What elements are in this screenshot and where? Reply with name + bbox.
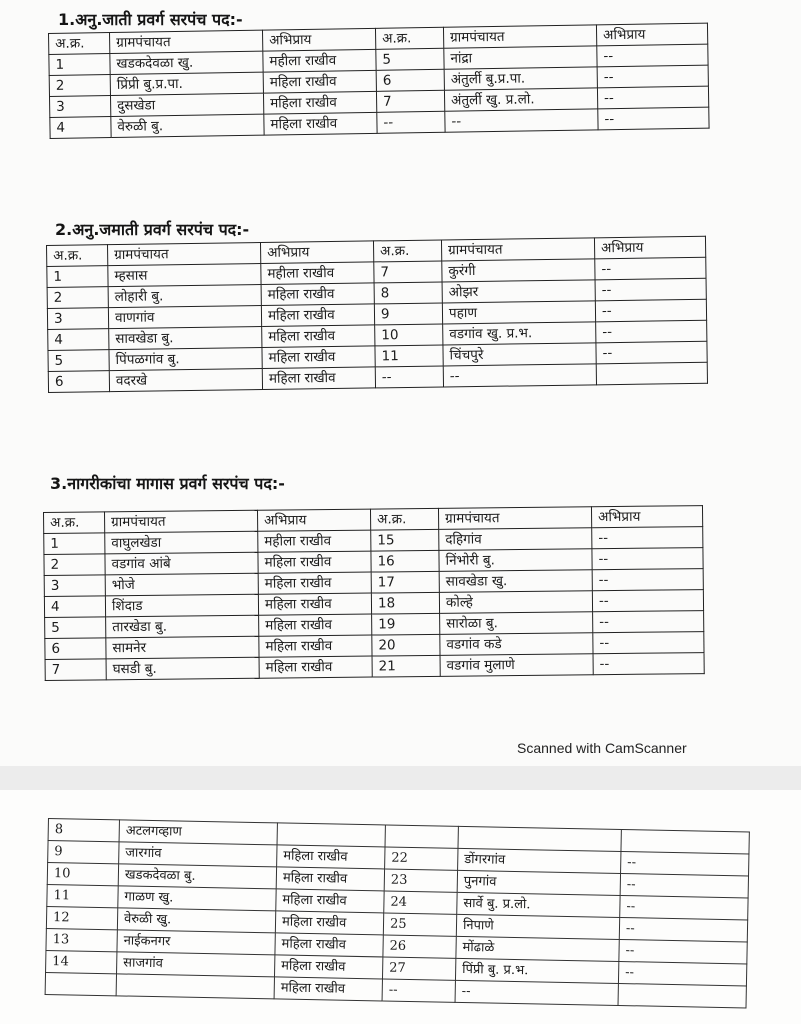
cell: -- xyxy=(596,341,707,364)
cell: जारगांव xyxy=(119,842,277,867)
cell: महिला राखीव xyxy=(261,283,374,306)
cell: गाळण खु. xyxy=(118,886,276,911)
cell: 5 xyxy=(376,48,444,70)
cell: 25 xyxy=(383,913,456,936)
cell: घसडी बु. xyxy=(106,657,259,680)
header-cell: अभिप्राय xyxy=(594,236,705,259)
cell: सामनेर xyxy=(106,636,259,659)
cell: दहिगांव xyxy=(439,528,592,551)
header-cell: अभिप्राय xyxy=(257,509,370,531)
cell: म्हसास xyxy=(108,264,261,287)
cell: पिंपळगांव बु. xyxy=(109,347,262,370)
header-cell: ग्रामपंचायत xyxy=(105,510,258,533)
cell: नाईकनगर xyxy=(117,930,275,955)
cell: -- xyxy=(592,569,703,591)
cell: 14 xyxy=(46,950,117,973)
section-3-table xyxy=(43,505,705,681)
cell: वाणगांव xyxy=(108,305,261,328)
cell: 19 xyxy=(372,613,440,635)
cell: 7 xyxy=(374,261,442,283)
cell: निपाणे xyxy=(456,914,619,939)
cell: महिला राखीव xyxy=(261,304,374,327)
cell: कुरंगी xyxy=(442,259,595,282)
cell: -- xyxy=(621,852,749,876)
cell: -- xyxy=(593,611,704,633)
cell: -- xyxy=(620,874,748,898)
cell: 17 xyxy=(371,571,439,593)
cell: नांद्रा xyxy=(444,46,597,69)
cell: दुसखेडा xyxy=(110,93,263,116)
header-cell: अ.क्र. xyxy=(370,508,438,530)
cell: वदरखे xyxy=(109,368,262,391)
cell: 22 xyxy=(385,847,458,870)
header-cell: अभिप्राय xyxy=(262,28,375,51)
cell: महिला राखीव xyxy=(274,955,382,979)
cell: वडगांव आंबे xyxy=(105,552,258,575)
cell: -- xyxy=(619,917,747,941)
cell: अटलगव्हाण xyxy=(119,820,277,845)
cell: डोंगरगांव xyxy=(458,848,621,873)
cell: -- xyxy=(597,86,708,109)
cell: 1 xyxy=(44,533,105,555)
cell: 8 xyxy=(374,282,442,304)
cell: 26 xyxy=(383,935,456,958)
cell: 1 xyxy=(49,54,110,76)
cell: 24 xyxy=(384,891,457,914)
cell: 11 xyxy=(375,345,443,367)
cell: -- xyxy=(618,961,746,985)
cell: 3 xyxy=(47,308,108,330)
cell: -- xyxy=(620,895,748,919)
cell: वडगांव कडे xyxy=(440,633,593,656)
cell: महिला राखीव xyxy=(277,845,385,869)
cell: महिला राखीव xyxy=(275,911,383,935)
cell: सावखेडा खु. xyxy=(439,570,592,593)
header-cell: ग्रामपंचायत xyxy=(110,30,263,53)
header-cell: अ.क्र. xyxy=(375,27,443,49)
cell: -- xyxy=(597,44,708,67)
cell: अंतुर्ली बु.प्र.पा. xyxy=(444,67,597,90)
cell xyxy=(621,830,749,854)
cell: 18 xyxy=(371,592,439,614)
cell: वाघुलखेडा xyxy=(105,531,258,554)
header-cell: ग्रामपंचायत xyxy=(441,238,594,261)
cell: 16 xyxy=(371,550,439,572)
cell: महीला राखीव xyxy=(263,49,376,72)
header-cell: अ.क्र. xyxy=(47,245,108,267)
cell: 2 xyxy=(49,75,110,97)
section-1-table xyxy=(48,23,710,139)
scanned-page-2 xyxy=(0,790,801,1024)
camscanner-watermark: Scanned with CamScanner xyxy=(517,740,687,756)
cell: 15 xyxy=(371,529,439,551)
section-2-heading: 2.अनु.जमाती प्रवर्ग सरपंच पद:- xyxy=(55,220,250,239)
section-3-table-continued xyxy=(45,818,750,1008)
cell: -- xyxy=(597,65,708,88)
cell: -- xyxy=(596,320,707,343)
cell: कोल्हे xyxy=(439,591,592,614)
cell: प्रिंप्री बु.प्र.पा. xyxy=(110,72,263,95)
cell: 12 xyxy=(46,906,117,929)
cell: वडगांव खु. प्र.भ. xyxy=(443,322,596,345)
cell: -- xyxy=(595,299,706,322)
cell: महीला राखीव xyxy=(261,262,374,285)
header-cell: अ.क्र. xyxy=(44,512,105,534)
cell: साजगांव xyxy=(117,952,275,977)
cell: महिला राखीव xyxy=(263,91,376,114)
cell xyxy=(385,825,458,848)
cell: -- xyxy=(382,979,455,1002)
cell: मोंढाळे xyxy=(456,936,619,961)
section-1-heading: 1.अनु.जाती प्रवर्ग सरपंच पद:- xyxy=(58,10,243,29)
cell: ओझर xyxy=(442,280,595,303)
cell: 4 xyxy=(48,329,109,351)
cell: 4 xyxy=(44,596,105,618)
cell: चिंचपुरे xyxy=(443,343,596,366)
cell: 8 xyxy=(48,819,119,842)
cell: खडकदेवळा बु. xyxy=(118,864,276,889)
cell: 21 xyxy=(372,655,440,677)
cell: वेरुळी खु. xyxy=(117,908,275,933)
cell: महिला राखीव xyxy=(259,614,372,636)
header-cell: ग्रामपंचायत xyxy=(443,25,596,48)
cell: पुनगांव xyxy=(457,870,620,895)
header-cell: अ.क्र. xyxy=(373,240,441,262)
cell: -- xyxy=(455,980,618,1005)
cell: सावखेडा बु. xyxy=(109,326,262,349)
cell: सार्वे बु. प्र.लो. xyxy=(457,892,620,917)
cell: 13 xyxy=(46,928,117,951)
cell: निंभोरी बु. xyxy=(439,549,592,572)
cell: महिला राखीव xyxy=(275,933,383,957)
cell: 9 xyxy=(48,841,119,864)
cell: -- xyxy=(595,257,706,280)
cell: 2 xyxy=(44,554,105,576)
cell: -- xyxy=(592,590,703,612)
cell: -- xyxy=(445,109,598,132)
cell: 9 xyxy=(374,303,442,325)
cell: 7 xyxy=(45,659,106,681)
cell: महिला राखीव xyxy=(263,70,376,93)
cell: 1 xyxy=(47,266,108,288)
cell: 6 xyxy=(48,371,109,393)
cell: 5 xyxy=(48,350,109,372)
cell: अंतुर्ली खु. प्र.लो. xyxy=(444,88,597,111)
cell: -- xyxy=(443,364,596,387)
cell: -- xyxy=(592,548,703,570)
cell xyxy=(596,362,707,385)
cell: महिला राखीव xyxy=(262,367,375,390)
cell xyxy=(277,823,385,847)
cell: महिला राखीव xyxy=(262,325,375,348)
cell: 3 xyxy=(44,575,105,597)
cell: -- xyxy=(593,653,704,675)
cell: -- xyxy=(375,366,443,388)
cell: महिला राखीव xyxy=(258,551,371,573)
cell xyxy=(116,974,274,999)
section-2-table xyxy=(46,236,708,393)
cell: 2 xyxy=(47,287,108,309)
cell: 6 xyxy=(376,69,444,91)
cell: -- xyxy=(593,632,704,654)
header-cell: ग्रामपंचायत xyxy=(438,507,591,530)
cell: महिला राखीव xyxy=(274,977,382,1001)
cell: तारखेडा बु. xyxy=(106,615,259,638)
cell: खडकदेवळा खु. xyxy=(110,51,263,74)
cell: -- xyxy=(595,278,706,301)
header-cell: ग्रामपंचायत xyxy=(108,243,261,266)
cell: -- xyxy=(592,527,703,549)
cell: -- xyxy=(619,939,747,963)
cell: महिला राखीव xyxy=(276,867,384,891)
header-cell: अभिप्राय xyxy=(596,23,707,46)
cell xyxy=(45,972,116,995)
cell: 4 xyxy=(50,117,111,139)
cell: महिला राखीव xyxy=(259,656,372,678)
page-separator xyxy=(0,766,801,790)
cell: वडगांव मुलाणे xyxy=(440,654,593,677)
header-cell: अ.क्र. xyxy=(49,33,110,55)
cell: महिला राखीव xyxy=(258,593,371,615)
cell: महिला राखीव xyxy=(258,572,371,594)
cell: महिला राखीव xyxy=(259,635,372,657)
cell xyxy=(618,983,746,1007)
cell: महिला राखीव xyxy=(262,346,375,369)
section-3-heading: 3.नागरीकांचा मागास प्रवर्ग सरपंच पद:- xyxy=(50,474,285,493)
cell: भोजे xyxy=(105,573,258,596)
cell: पहाण xyxy=(442,301,595,324)
cell: महिला राखीव xyxy=(264,112,377,135)
cell: सारोळा बु. xyxy=(440,612,593,635)
cell: 27 xyxy=(382,957,455,980)
cell: पिंप्री बु. प्र.भ. xyxy=(455,958,618,983)
cell: 7 xyxy=(376,90,444,112)
cell: 11 xyxy=(47,884,118,907)
cell: -- xyxy=(377,111,445,133)
cell: 10 xyxy=(47,863,118,886)
cell: 23 xyxy=(384,869,457,892)
cell: 10 xyxy=(375,324,443,346)
cell: महीला राखीव xyxy=(258,530,371,552)
cell: 20 xyxy=(372,634,440,656)
cell xyxy=(458,826,621,851)
cell: 3 xyxy=(49,96,110,118)
cell: -- xyxy=(598,107,709,130)
cell: 6 xyxy=(45,638,106,660)
cell: शिंदाड xyxy=(105,594,258,617)
cell: 5 xyxy=(45,617,106,639)
cell: महिला राखीव xyxy=(276,889,384,913)
cell: वेरुळी बु. xyxy=(111,114,264,137)
header-cell: अभिप्राय xyxy=(260,241,373,264)
header-cell: अभिप्राय xyxy=(591,506,702,528)
cell: लोहारी बु. xyxy=(108,285,261,308)
